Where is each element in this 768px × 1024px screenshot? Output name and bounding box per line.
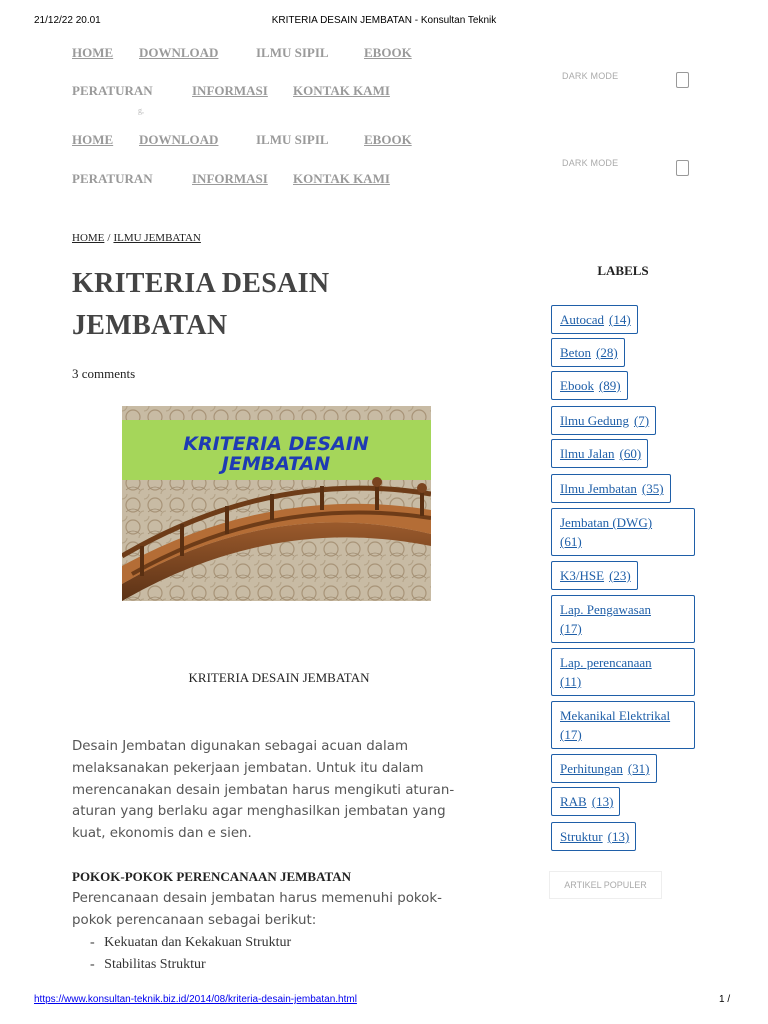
nav-peraturan[interactable]: PERATURAN [72,83,153,98]
nav-ilmu-sipil[interactable]: ILMU SIPIL [256,132,329,147]
post-hero-image [122,406,431,601]
section-heading: POKOK-POKOK PERENCANAAN JEMBATAN [72,869,352,884]
label-chip-autocad[interactable]: Autocad (14) [551,305,638,334]
dark-mode-toggle-icon[interactable] [676,160,689,176]
nav-kontak-kami[interactable]: KONTAK KAMI [293,83,390,98]
nav-ilmu-sipil[interactable]: ILMU SIPIL [256,45,329,60]
label-chip-perhitungan[interactable]: Perhitungan (31) [551,754,657,783]
label-chip-lap-pengawasan[interactable]: Lap. Pengawasan (17) [551,595,695,643]
nav-kontak-kami[interactable]: KONTAK KAMI [293,171,390,186]
breadcrumb [72,232,201,244]
label-chip-struktur[interactable]: Struktur (13) [551,822,636,851]
hero-text-line1: KRITERIA DESAIN [183,433,369,455]
nav-home[interactable]: HOME [72,45,114,60]
print-timestamp: 21/12/22 20.01 [34,15,101,26]
bleed-text: g, [138,106,144,115]
label-chip-rab[interactable]: RAB (13) [551,787,620,816]
nav-informasi[interactable]: INFORMASI [192,83,268,98]
dark-mode-label: DARK MODE [562,158,619,168]
nav-ebook[interactable]: EBOOK [364,132,412,147]
nav-peraturan[interactable]: PERATURAN [72,171,153,186]
label-chip-beton[interactable]: Beton (28) [551,338,625,367]
breadcrumb-current[interactable]: ILMU JEMBATAN [113,232,201,244]
page-number: 1 / [719,994,731,1005]
nav-home[interactable]: HOME [72,132,114,147]
label-chip-ilmu-gedung[interactable]: Ilmu Gedung (7) [551,406,656,435]
dark-mode-label: DARK MODE [562,71,619,81]
print-url[interactable]: https://www.konsultan-teknik.biz.id/2014/08/kriteria-desain-jembatan.html [34,994,357,1005]
comments-link[interactable]: 3 comments [72,366,136,381]
label-chip-ebook[interactable]: Ebook (89) [551,371,628,400]
nav-download[interactable]: DOWNLOAD [139,132,219,147]
label-chip-ilmu-jalan[interactable]: Ilmu Jalan (60) [551,439,648,468]
labels-heading: LABELS [597,263,649,278]
label-chip-lap-perencanaan[interactable]: Lap. perencanaan (11) [551,648,695,696]
image-caption: KRITERIA DESAIN JEMBATAN [188,670,370,685]
list-item: - Stabilitas Struktur [90,954,291,976]
principles-list [90,932,291,976]
nav-informasi[interactable]: INFORMASI [192,171,268,186]
planning-paragraph: Perencanaan desain jembatan harus memenuhi pokok-pokok perencanaan sebagai berikut: [72,891,442,928]
hero-text-line2: JEMBATAN [221,453,331,475]
post-title: KRITERIA DESAIN JEMBATAN [72,268,330,341]
list-item: - Kekuatan dan Kekakuan Struktur [90,932,291,954]
breadcrumb-separator: / [107,232,111,244]
popular-articles-heading[interactable]: ARTIKEL POPULER [549,871,662,899]
label-chip-ilmu-jembatan[interactable]: Ilmu Jembatan (35) [551,474,671,503]
label-chip-mekanikal-elektrikal[interactable]: Mekanikal Elektrikal (17) [551,701,695,749]
dark-mode-toggle-icon[interactable] [676,72,689,88]
nav-ebook[interactable]: EBOOK [364,45,412,60]
label-chip-k3-hse[interactable]: K3/HSE (23) [551,561,638,590]
print-page-title: KRITERIA DESAIN JEMBATAN - Konsultan Teknik [271,15,497,26]
intro-paragraph: Desain Jembatan digunakan sebagai acuan dalam melaksanakan pekerjaan jembatan. Untuk itu dalam merencanakan desain jembatan harus mengikuti aturan-aturan yang berlaku agar menghasilkan jembatan yang kuat, ekonomis dan e sien. [72,739,455,842]
breadcrumb-home[interactable]: HOME [72,232,105,244]
label-chip-jembatan-dwg[interactable]: Jembatan (DWG) (61) [551,508,695,556]
nav-download[interactable]: DOWNLOAD [139,45,219,60]
